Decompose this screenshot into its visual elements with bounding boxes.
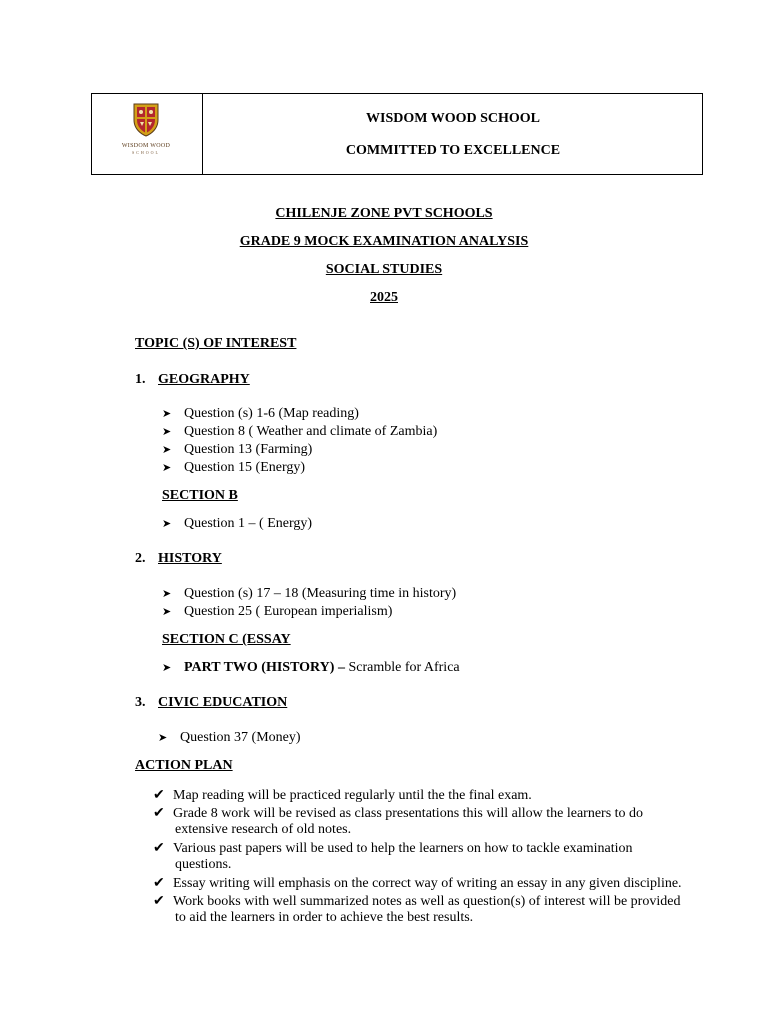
- crest-icon: [131, 102, 161, 138]
- list-item: ✔ Essay writing will emphasis on the correct way of writing an essay in any given discipline.: [153, 876, 682, 891]
- zone-title: CHILENJE ZONE PVT SCHOOLS: [275, 206, 493, 221]
- logo-subtext: SCHOOL: [131, 150, 160, 155]
- list-item-continuation: extensive research of old notes.: [175, 822, 352, 837]
- list-item: ➤ Question 1 – ( Energy): [162, 516, 313, 531]
- checkmark-icon: ✔: [153, 841, 165, 856]
- header-box: [91, 93, 703, 175]
- list-item-continuation: questions.: [175, 857, 232, 872]
- arrow-bullet-icon: ➤: [162, 662, 172, 674]
- history-number: 2.: [135, 551, 146, 566]
- section-c-heading: SECTION C (ESSAY: [162, 632, 291, 647]
- checkmark-icon: ✔: [153, 806, 165, 821]
- geography-number: 1.: [135, 372, 146, 387]
- list-item-continuation: to aid the learners in order to achieve the best results.: [175, 910, 474, 925]
- list-item: ➤ Question 15 (Energy): [162, 460, 306, 475]
- school-name: WISDOM WOOD SCHOOL: [366, 111, 540, 126]
- school-logo: [116, 102, 176, 155]
- arrow-bullet-icon: ➤: [162, 518, 172, 530]
- list-item: ➤ Question (s) 1-6 (Map reading): [162, 406, 359, 421]
- list-item: ➤ Question 25 ( European imperialism): [162, 604, 393, 619]
- list-item: ➤ PART TWO (HISTORY) – Scramble for Africa: [162, 660, 460, 675]
- year-title: 2025: [370, 290, 398, 305]
- checkmark-icon: ✔: [153, 894, 165, 909]
- arrow-bullet-icon: ➤: [162, 408, 172, 420]
- header-divider: [202, 94, 203, 174]
- list-item: ➤ Question 13 (Farming): [162, 442, 313, 457]
- checkmark-icon: ✔: [153, 788, 165, 803]
- arrow-bullet-icon: ➤: [158, 732, 168, 744]
- topics-heading: TOPIC (S) OF INTEREST: [135, 336, 297, 351]
- list-item: ✔ Various past papers will be used to help the learners on how to tackle examination: [153, 841, 633, 856]
- list-item: ➤ Question 8 ( Weather and climate of Zambia): [162, 424, 438, 439]
- subject-title: SOCIAL STUDIES: [325, 262, 443, 277]
- school-motto: COMMITTED TO EXCELLENCE: [345, 143, 561, 158]
- arrow-bullet-icon: ➤: [162, 426, 172, 438]
- list-item: ✔ Grade 8 work will be revised as class presentations this will allow the learners to do: [153, 806, 644, 821]
- history-heading: HISTORY: [158, 551, 222, 566]
- list-item: ➤ Question (s) 17 – 18 (Measuring time in history): [162, 586, 457, 601]
- arrow-bullet-icon: ➤: [162, 588, 172, 600]
- list-item: ✔ Work books with well summarized notes as well as question(s) of interest will be provided: [153, 894, 681, 909]
- list-item: ✔ Map reading will be practiced regularly until the the final exam.: [153, 788, 532, 803]
- logo-text: WISDOM WOOD: [121, 143, 171, 149]
- action-plan-heading: ACTION PLAN: [135, 758, 233, 773]
- exam-title: GRADE 9 MOCK EXAMINATION ANALYSIS: [239, 234, 529, 249]
- arrow-bullet-icon: ➤: [162, 444, 172, 456]
- checkmark-icon: ✔: [153, 876, 165, 891]
- arrow-bullet-icon: ➤: [162, 606, 172, 618]
- arrow-bullet-icon: ➤: [162, 462, 172, 474]
- list-item: ➤ Question 37 (Money): [158, 730, 301, 745]
- civic-heading: CIVIC EDUCATION: [158, 695, 288, 710]
- civic-number: 3.: [135, 695, 146, 710]
- geography-heading: GEOGRAPHY: [158, 372, 250, 387]
- section-b-heading: SECTION B: [162, 488, 238, 503]
